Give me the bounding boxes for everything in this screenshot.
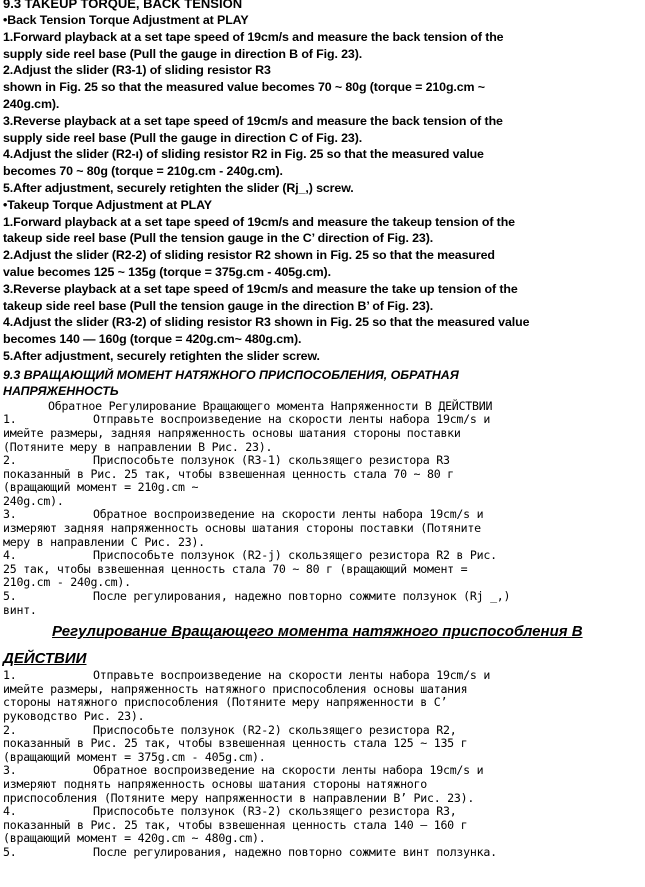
- ru-item-text: Отправьте воспроизведение на скорости ленты набора 19cm/s и: [93, 668, 491, 683]
- en-line: takeup side reel base (Pull the tension gauge in the C’ direction of Fig. 23).: [3, 231, 434, 246]
- en-line: shown in Fig. 25 so that the measured value becomes 70 ~ 80g (torque = 210g.cm ~: [3, 80, 485, 95]
- ru-heading-line1: 9.3 ВРАЩАЮЩИЙ МОМЕНТ НАТЯЖНОГО ПРИСПОСОБЛЕНИЯ, ОБРАТНАЯ: [3, 367, 459, 382]
- en-line: 1.Forward playback at a set tape speed of 19cm/s and measure the takeup tension of the: [3, 214, 515, 229]
- ru-takeup-items: [3, 669, 643, 859]
- ru-heading-line2: НАПРЯЖЕННОСТЬ: [3, 384, 119, 399]
- ru-list-item: [3, 590, 643, 617]
- takeup-section-en: [3, 197, 643, 365]
- ru-item-line: (вращающий момент = 375g.cm - 405g.cm).: [3, 749, 266, 764]
- ru-item-text: Приспособьте ползунок (R3-1) скользящего резистора R3: [93, 453, 450, 468]
- ru-item-text: Приспособьте ползунок (R2-2) скользящего резистора R2,: [93, 722, 457, 737]
- ru-item-line: руководство Рис. 23).: [3, 709, 145, 724]
- en-line: 4.Adjust the slider (R2-ı) of sliding resistor R2 in Fig. 25 so that the measured value: [3, 147, 484, 162]
- ru-item-text: Приспособьте ползунок (R2-j) скользящего резистора R2 в Рис.: [93, 548, 497, 563]
- ru-item-line: 240g.cm).: [3, 493, 64, 508]
- ru-list-item: [3, 724, 643, 765]
- ru-item-text: После регулирования, надежно повторно сожмите ползунок (Rj _,): [93, 589, 511, 604]
- en-line: 5.After adjustment, securely retighten the slider (Rj_,) screw.: [3, 180, 354, 195]
- document-page: [3, 0, 643, 860]
- ru-item-first-line: [3, 724, 643, 738]
- en-line: 1.Forward playback at a set tape speed of 19cm/s and measure the back tension of the: [3, 29, 504, 44]
- ru-back-heading: Обратное Регулирование Вращающего момента Напряженности В ДЕЙСТВИИ: [48, 398, 493, 413]
- ru-item-line: показанный в Рис. 25 так, чтобы взвешенная ценность стала 125 ~ 135 г: [3, 736, 468, 751]
- ru-list-item: [3, 805, 643, 846]
- ru-item-text: Приспособьте ползунок (R3-2) скользящего резистора R3,: [93, 804, 457, 819]
- ru-section-heading: [3, 367, 643, 400]
- ru-item-number: 3.: [3, 763, 17, 778]
- ru-item-line: (вращающий момент = 420g.cm ~ 480g.cm).: [3, 831, 266, 846]
- ru-list-item: [3, 764, 643, 805]
- ru-item-number: 3.: [3, 507, 17, 522]
- ru-takeup-title: [3, 619, 643, 669]
- ru-item-line: (вращающий момент = 210g.cm ~: [3, 480, 199, 495]
- ru-item-line: измеряют поднять напряженность основы шатания стороны натяжного: [3, 776, 427, 791]
- ru-item-line: имейте размеры, задняя напряженность основы шатания стороны поставки: [3, 425, 461, 440]
- ru-item-text: Обратное воспроизведение на скорости ленты набора 19cm/s и: [93, 507, 484, 522]
- ru-list-item: [3, 508, 643, 549]
- ru-back-items: [3, 413, 643, 617]
- ru-item-line: 210g.cm - 240g.cm).: [3, 575, 131, 590]
- ru-item-line: показанный в Рис. 25 так, чтобы взвешенная ценность стала 140 – 160 г: [3, 817, 468, 832]
- ru-item-number: 5.: [3, 589, 17, 604]
- ru-takeup-title-line1: Регулирование Вращающего момента натяжного приспособления В: [52, 623, 583, 641]
- en-line: 3.Reverse playback at a set tape speed of 19cm/s and measure the take up tension of the: [3, 281, 518, 296]
- ru-list-item: [3, 846, 643, 860]
- section-title-en: 9.3 TAKEUP TORQUE, BACK TENSION: [3, 0, 243, 11]
- ru-item-first-line: [3, 764, 643, 778]
- back-tension-heading-en: •Back Tension Torque Adjustment at PLAY: [3, 13, 249, 27]
- en-line: 2.Adjust the slider (R2-2) of sliding resistor R2 shown in Fig. 25 so that the measured: [3, 248, 495, 263]
- ru-item-line: (Потяните меру в направлении В Рис. 23).: [3, 439, 273, 454]
- ru-item-first-line: [3, 549, 643, 563]
- ru-item-first-line: [3, 846, 643, 860]
- ru-item-number: 1.: [3, 668, 17, 683]
- en-line: supply side reel base (Pull the gauge in direction C of Fig. 23).: [3, 130, 363, 145]
- ru-item-line: измеряют задняя напряженность основы шатания стороны поставки (Потяните: [3, 521, 481, 536]
- ru-item-first-line: [3, 590, 643, 604]
- ru-item-first-line: [3, 508, 643, 522]
- ru-item-line: меру в направлении С Рис. 23).: [3, 534, 205, 549]
- en-line: 2.Adjust the slider (R3-1) of sliding resistor R3: [3, 63, 271, 78]
- ru-list-item: [3, 413, 643, 454]
- ru-item-text: Отправьте воспроизведение на скорости ленты набора 19cm/s и: [93, 412, 491, 427]
- en-line: takeup side reel base (Pull the tension gauge in the direction B’ of Fig. 23).: [3, 298, 434, 313]
- en-line: 3.Reverse playback at a set tape speed of 19cm/s and measure the back tension of the: [3, 113, 503, 128]
- ru-item-number: 5.: [3, 844, 17, 859]
- ru-item-line: стороны натяжного приспособления (Потяните меру напряженности в С’: [3, 695, 448, 710]
- ru-item-first-line: [3, 454, 643, 468]
- ru-item-line: имейте размеры, напряженность натяжного приспособления основы шатания: [3, 681, 468, 696]
- en-line: value becomes 125 ~ 135g (torque = 375g.cm - 405g.cm).: [3, 264, 331, 279]
- ru-item-first-line: [3, 669, 643, 683]
- ru-item-number: 4.: [3, 548, 17, 563]
- ru-item-first-line: [3, 413, 643, 427]
- back-tension-section-en: [3, 12, 643, 197]
- en-line: becomes 70 ~ 80g (torque = 210g.cm - 240g.cm).: [3, 164, 283, 179]
- ru-item-line: 25 так, чтобы взвешенная ценность стала 70 ~ 80 г (вращающий момент =: [3, 561, 468, 576]
- ru-list-item: [3, 669, 643, 723]
- en-line: 4.Adjust the slider (R3-2) of sliding resistor R3 shown in Fig. 25 so that the measured value: [3, 315, 530, 330]
- ru-item-number: 2.: [3, 453, 17, 468]
- ru-back-tension-section: [3, 400, 643, 618]
- ru-item-number: 1.: [3, 412, 17, 427]
- ru-takeup-section: [3, 669, 643, 859]
- ru-list-item: [3, 549, 643, 590]
- ru-item-text: После регулирования, надежно повторно сожмите винт ползунка.: [93, 844, 497, 859]
- takeup-heading-en: •Takeup Torque Adjustment at PLAY: [3, 197, 212, 212]
- ru-item-line: показанный в Рис. 25 так, чтобы взвешенная ценность стала 70 ~ 80 г: [3, 466, 454, 481]
- en-line: supply side reel base (Pull the gauge in direction B of Fig. 23).: [3, 46, 363, 61]
- ru-item-number: 4.: [3, 804, 17, 819]
- ru-item-text: Обратное воспроизведение на скорости ленты набора 19cm/s и: [93, 763, 484, 778]
- en-line: becomes 140 — 160g (torque = 420g.cm~ 480g.cm).: [3, 332, 302, 347]
- ru-takeup-title-line2: ДЕЙСТВИИ: [3, 650, 87, 668]
- en-line: 5.After adjustment, securely retighten the slider screw.: [3, 348, 320, 363]
- ru-item-first-line: [3, 805, 643, 819]
- ru-item-line: винт.: [3, 602, 37, 617]
- ru-list-item: [3, 454, 643, 508]
- ru-item-number: 2.: [3, 722, 17, 737]
- ru-item-line: приспособления (Потяните меру напряженности в направлении В’ Рис. 23).: [3, 790, 475, 805]
- en-line: 240g.cm).: [3, 96, 60, 111]
